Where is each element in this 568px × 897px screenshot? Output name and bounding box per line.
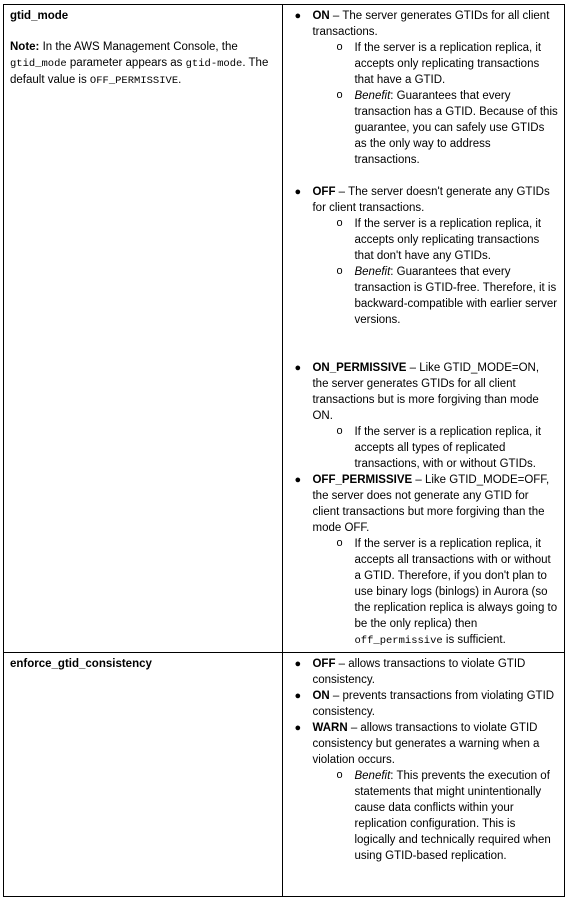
note-text-part: . The default value is bbox=[10, 57, 269, 86]
benefit-label: Benefit bbox=[354, 266, 391, 278]
option-item bbox=[289, 8, 558, 40]
parameter-description-cell bbox=[283, 653, 565, 897]
sub-item bbox=[289, 88, 558, 168]
benefit-label: Benefit bbox=[354, 770, 391, 782]
note-text bbox=[10, 39, 276, 89]
option-item bbox=[289, 656, 558, 688]
circle-bullet-icon: o bbox=[336, 425, 343, 437]
sub-item-text-tail: is sufficient. bbox=[442, 634, 506, 646]
option-item bbox=[289, 688, 558, 720]
sub-item-text: : Guarantees that every transaction is GTID-free. Therefore, it is backward-compatible with earlier server versions. bbox=[354, 266, 558, 326]
option-label: ON_PERMISSIVE bbox=[312, 362, 407, 374]
sub-item bbox=[289, 424, 558, 472]
option-item bbox=[289, 184, 558, 216]
option-label: OFF bbox=[312, 186, 336, 198]
circle-bullet-icon: o bbox=[336, 217, 343, 229]
option-description: – The server generates GTIDs for all client transactions. bbox=[312, 10, 550, 38]
sub-item bbox=[289, 536, 558, 649]
note-text-part: In the AWS Management Console, the bbox=[39, 41, 238, 53]
parameters-table bbox=[3, 4, 565, 897]
sub-item-text: If the server is a replication replica, it accepts all types of replicated transactions, with or without GTIDs. bbox=[354, 426, 542, 470]
option-description: – Like GTID_MODE=OFF, the server does not generate any GTID for client transactions but more forgiving than the mode OFF. bbox=[312, 474, 550, 534]
bullet-icon: ● bbox=[294, 10, 302, 22]
circle-bullet-icon: o bbox=[336, 41, 343, 53]
code-default-value: OFF_PERMISSIVE bbox=[89, 75, 179, 87]
parameter-name-cell bbox=[4, 5, 283, 653]
option-label: ON bbox=[312, 690, 330, 702]
bullet-icon: ● bbox=[294, 722, 302, 734]
sub-item-text: If the server is a replication replica, it accepts only replicating transactions that have a GTID. bbox=[354, 42, 542, 86]
sub-item bbox=[289, 40, 558, 88]
option-label: ON bbox=[312, 10, 330, 22]
sub-item bbox=[289, 216, 558, 264]
parameter-name: gtid_mode bbox=[10, 10, 69, 22]
code-gtid-dash-mode: gtid-mode bbox=[185, 58, 243, 70]
option-item bbox=[289, 472, 558, 536]
bullet-icon: ● bbox=[294, 362, 302, 374]
note-text-part: parameter appears as bbox=[66, 57, 186, 69]
sub-item-text: If the server is a replication replica, it accepts only replicating transactions that don't have any GTIDs. bbox=[354, 218, 542, 262]
parameter-description-cell bbox=[283, 5, 565, 653]
option-description: – Like GTID_MODE=ON, the server generates GTIDs for all client transactions but is more forgiving than mode ON. bbox=[312, 362, 540, 422]
code-gtid-mode: gtid_mode bbox=[10, 58, 67, 70]
option-item bbox=[289, 720, 558, 768]
circle-bullet-icon: o bbox=[336, 89, 343, 101]
circle-bullet-icon: o bbox=[336, 769, 343, 781]
note-label: Note: bbox=[10, 41, 40, 53]
option-description: – allows transactions to violate GTID consistency. bbox=[312, 658, 526, 686]
option-item bbox=[289, 360, 558, 424]
table-row-enforce-gtid-consistency bbox=[4, 653, 565, 897]
sub-item-text: : Guarantees that every transaction has a GTID. Because of this guarantee, you can safely use GTIDs as the only way to address transactions. bbox=[354, 90, 558, 166]
sub-item bbox=[289, 768, 558, 864]
benefit-label: Benefit bbox=[354, 90, 391, 102]
sub-item-text: If the server is a replication replica, it accepts all transactions with or without a GTID. Therefore, if you don't plan to use binary logs (binlogs) in Aurora (so the replication replica is always going to be the only replica) then bbox=[354, 538, 558, 630]
option-label: OFF bbox=[312, 658, 336, 670]
bullet-icon: ● bbox=[294, 474, 302, 486]
circle-bullet-icon: o bbox=[336, 537, 343, 549]
option-description: – allows transactions to violate GTID consistency but generates a warning when a violation occurs. bbox=[312, 722, 540, 766]
parameter-name-cell bbox=[4, 653, 283, 897]
note-text-part: . bbox=[178, 74, 182, 86]
option-label: OFF_PERMISSIVE bbox=[312, 474, 413, 486]
bullet-icon: ● bbox=[294, 186, 302, 198]
option-description: – The server doesn't generate any GTIDs for client transactions. bbox=[312, 186, 550, 214]
bullet-icon: ● bbox=[294, 690, 302, 702]
bullet-icon: ● bbox=[294, 658, 302, 670]
sub-item bbox=[289, 264, 558, 328]
sub-item-text: : This prevents the execution of statements that might unintentionally cause data conflicts within your replication configuration. This is logically and technically required when using GTID-based replication. bbox=[354, 770, 551, 862]
table-row-gtid-mode bbox=[4, 5, 565, 653]
circle-bullet-icon: o bbox=[336, 265, 343, 277]
option-description: – prevents transactions from violating GTID consistency. bbox=[312, 690, 555, 718]
code-off-permissive: off_permissive bbox=[354, 635, 443, 647]
parameter-name: enforce_gtid_consistency bbox=[10, 658, 152, 670]
option-label: WARN bbox=[312, 722, 348, 734]
